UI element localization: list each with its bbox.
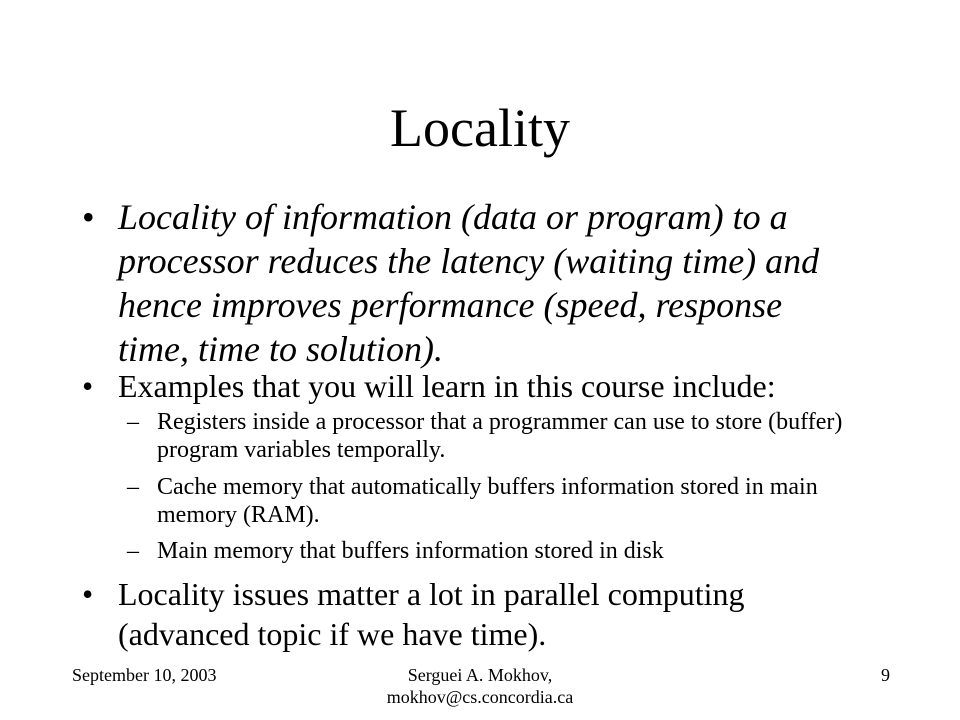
slide-title: Locality — [390, 98, 570, 158]
footer-date: September 10, 2003 — [72, 665, 217, 685]
bullet-locality-definition — [82, 195, 858, 371]
footer-email: mokhov@cs.concordia.ca — [386, 687, 574, 707]
dash-mark: – — [127, 474, 139, 500]
bullet-text: Examples that you will learn in this course include: — [118, 368, 776, 404]
sub-bullet-cache — [127, 473, 857, 529]
dash-mark: – — [127, 538, 139, 564]
bullet-text: Locality of information (data or program) to a processor reduces the latency (waiting time) and hence improves performance (speed, response time, time to solution). — [118, 197, 820, 369]
sub-bullet-text: Registers inside a processor that a programmer can use to store (buffer) program variables temporally. — [157, 409, 843, 463]
dash-mark: – — [127, 409, 139, 435]
sub-bullet-text: Cache memory that automatically buffers information stored in main memory (RAM). — [157, 474, 818, 528]
bullet-text: Locality issues matter a lot in parallel computing (advanced topic if we have time). — [118, 576, 745, 652]
sub-bullet-main-memory — [127, 537, 857, 565]
footer-author-name: Serguei A. Mokhov, — [407, 665, 553, 685]
bullet-examples — [82, 366, 858, 406]
sub-bullet-text: Main memory that buffers information stored in disk — [157, 538, 664, 564]
footer-author — [330, 664, 630, 708]
footer-page-number: 9 — [881, 665, 890, 685]
bullet-mark: • — [82, 368, 94, 404]
bullet-parallel-computing — [82, 574, 858, 654]
bullet-mark: • — [82, 197, 95, 237]
bullet-mark: • — [82, 576, 94, 612]
sub-bullet-registers — [127, 408, 857, 464]
